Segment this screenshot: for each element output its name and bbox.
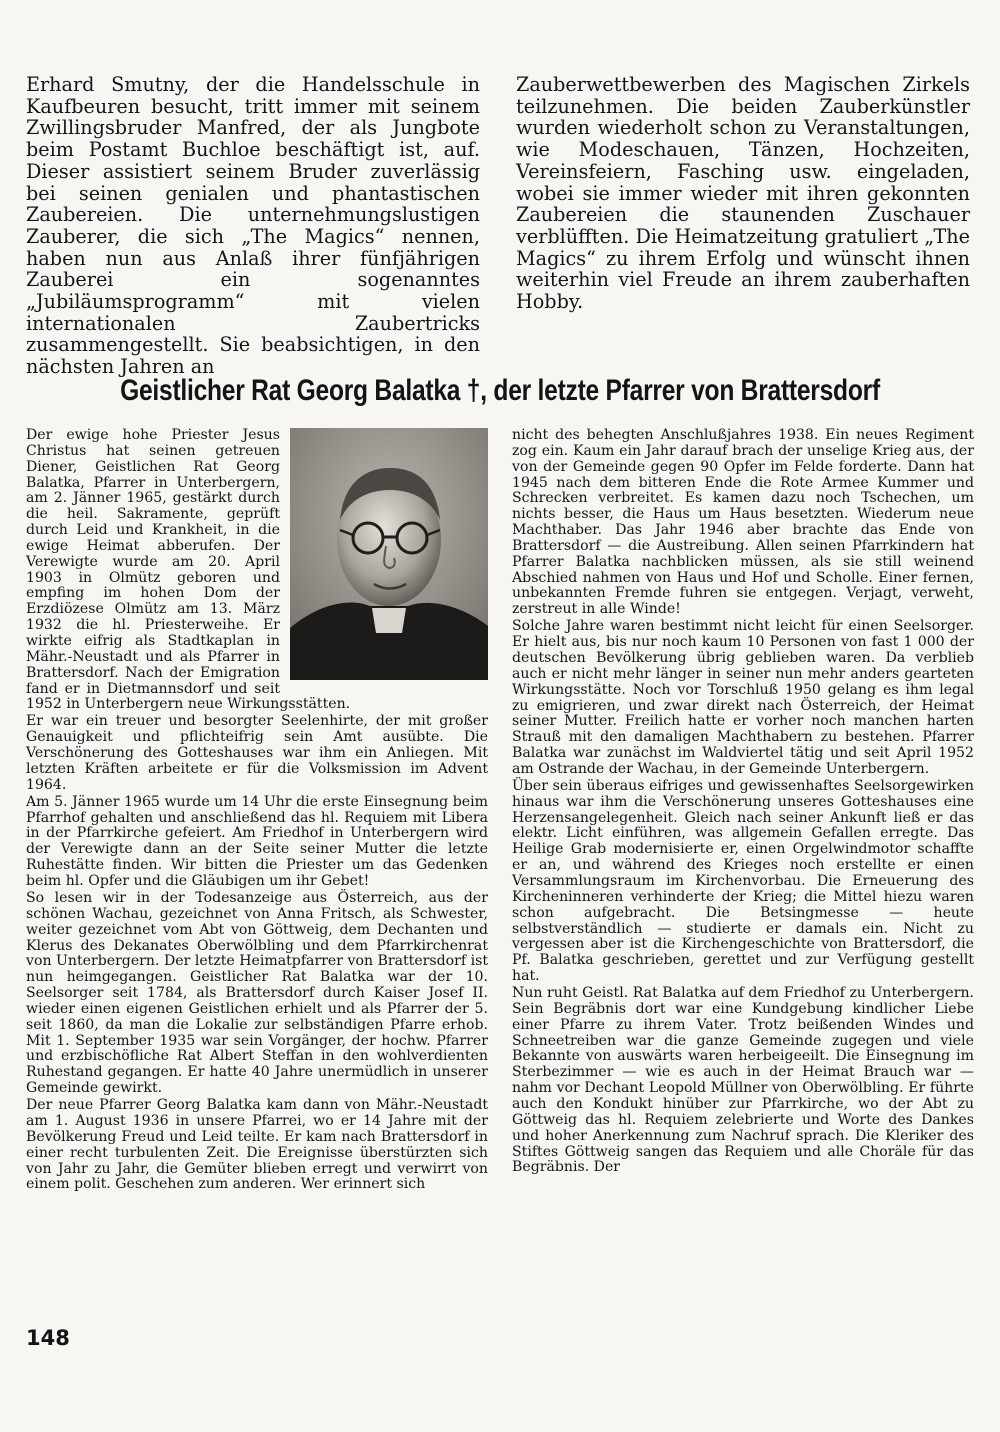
article-right-column	[512, 428, 974, 1177]
right-paragraph-3: Über sein überaus eifriges und gewissenhaftes Seelsorgewirken hinaus war ihm die Verschönerung unseres Gotteshauses eine Herzensangelegenheit. Gleich nach seiner Ankunft ließ er das elektr. Licht einführen, was allgemein Gefallen erregte. Das Heilige Grab modernisierte er, einen Orgelwindmotor schaffte er an, und während des Krieges noch erstellte er einen Versammlungsraum im Kirchenvorbau. Die Erneuerung des Kircheninneren verhinderte der Krieg; die Mittel hiezu waren schon aufgebracht. Die Betsingmesse — heute selbstverständlich — studierte er damals ein. Nicht zu vergessen aber ist die Kirchengeschichte von Brattersdorf, die Pf. Balatka geschrieben, gerettet und zur Verfügung gestellt hat.	[512, 777, 974, 985]
left-paragraph-5: Der neue Pfarrer Georg Balatka kam dann von Mähr.-Neustadt am 1. August 1936 in unsere Pfarrei, wo er 14 Jahre mit der Bevölkerung Freud und Leid teilte. Er kam nach Brattersdorf in einer recht turbulenten Zeit. Die Ereignisse überstürzten sich von Jahr zu Jahr, die Gemüter blieben erregt und verwirrt von einem polit. Geschehen zum anderen. Wer erinnert sich	[26, 1097, 488, 1193]
priest-portrait-image	[290, 428, 488, 680]
left-paragraph-2: Er war ein treuer und besorgter Seelenhirte, der mit großer Genauigkeit und pflichteifrig sein Amt ausübte. Die Verschönerung des Gotteshauses war ihm ein Anliegen. Mit letzten Kräften arbeitete er für die Volksmission im Advent 1964.	[26, 713, 488, 793]
right-paragraph-1: nicht des behegten Anschlußjahres 1938. Ein neues Regiment zog ein. Kaum ein Jahr darauf brach der unselige Krieg aus, der von der Gemeinde gegen 90 Opfer im Felde forderte. Dann hat 1945 nach dem bitteren Ende die Rote Armee Kummer und Schrecken verbreitet. Es kamen dazu noch Tschechen, um nichts besser, die Haus um Haus besetzten. Wiederum neue Machthaber. Das Jahr 1946 aber brachte das Ende von Brattersdorf — die Austreibung. Allen seinen Pfarrkindern hat Pfarrer Balatka nachblicken müssen, als sie still weinend Abschied nahmen von Haus und Hof und Scholle. Einer fernen, unbekannten Fremde fuhren sie entgegen. Verjagt, verweht, zerstreut in alle Winde!	[512, 427, 974, 618]
article-left-column	[26, 428, 488, 1194]
left-paragraph-4: So lesen wir in der Todesanzeige aus Österreich, aus der schönen Wachau, gezeichnet von Anna Fritsch, als Schwester, weiter gezeichnet vom Abt von Göttweig, dem Dechanten und Klerus des Dekanates Oberwölbling und dem Pfarrkirchenrat von Unterbergern. Der letzte Heimatpfarrer von Brattersdorf ist nun heimgegangen. Geistlicher Rat Balatka war der 10. Seelsorger seit 1784, als Brattersdorf durch Kaiser Josef II. wieder einen eigenen Geistlichen erhielt und als Pfarrer der 5. seit 1860, da man die Lokalie zur selbständigen Pfarre erhob. Mit 1. September 1935 war sein Vorgänger, der hochw. Pfarrer und erzbischöfliche Rat Albert Steffan in den wohlverdienten Ruhestand gegangen. Er hatte 40 Jahre unermüdlich in unserer Gemeinde gewirkt.	[26, 890, 488, 1097]
top-article-left-column: Erhard Smutny, der die Handelsschule in Kaufbeuren besucht, tritt immer mit seinem Zwillingsbruder Manfred, der als Jungbote beim Postamt Buchloe beschäftigt ist, auf. Dieser assistiert seinem Bruder zuverlässig bei seinen genialen und phantastischen Zaubereien. Die unternehmungslustigen Zauberer, die sich „The Magics“ nennen, haben nun aus Anlaß ihrer fünfjährigen Zauberei ein sogenanntes „Jubiläumsprogramm“ mit vielen internationalen Zaubertricks zusammengestellt. Sie beabsichtigen, in den nächsten Jahren an	[26, 73, 480, 379]
left-paragraph-1: Der ewige hohe Priester Jesus Christus hat seinen getreuen Diener, Geistlichen Rat Georg Balatka, Pfarrer in Unterbergern, am 2. Jänner 1965, gestärkt durch die heil. Sakramente, geprüft durch Leid und Krankheit, in die ewige Heimat abberufen. Der Verewigte wurde am 20. April 1903 in Olmütz geboren und empfing im hohen Dom der Erzdiözese Olmütz am 13. März 1932 die hl. Priesterweihe. Er wirkte eifrig als Stadtkaplan in Mähr.-Neustadt und als Pfarrer in Brattersdorf. Nach der Emigration fand er in Dietmannsdorf und seit 1952 in Unterbergern neue Wirkungsstätten.	[26, 427, 351, 713]
left-paragraph-3: Am 5. Jänner 1965 wurde um 14 Uhr die erste Einsegnung beim Pfarrhof gehalten und anschließend das hl. Requiem mit Libera in der Pfarrkirche gefeiert. Am Friedhof in Unterbergern wird der Verewigte dann an der Seite seiner Mutter die letzte Ruhestätte finden. Wir bitten die Priester um das Gedenken beim hl. Opfer und die Gläubigen um ihr Gebet!	[26, 793, 488, 889]
right-paragraph-2: Solche Jahre waren bestimmt nicht leicht für einen Seelsorger. Er hielt aus, bis nur noch kaum 10 Personen von fast 1 000 der deutschen Bevölkerung übrig geblieben waren. Da verblieb auch er nicht mehr länger in seiner nun mehr anders gearteten Wirkungsstätte. Noch vor Torschluß 1950 gelang es ihm legal zu emigrieren, und zwar direkt nach Österreich, der Heimat seiner Mutter. Freilich hatte er vorher noch manchen harten Strauß mit den damaligen Machthabern zu bestehen. Pfarrer Balatka war zunächst im Waldviertel tätig und seit April 1952 am Ostrande der Wachau, in der Gemeinde Unterbergern.	[512, 618, 974, 777]
portrait-photo	[290, 428, 488, 680]
top-article-right-column: Zauberwettbewerben des Magischen Zirkels teilzunehmen. Die beiden Zauberkünstler wurden wiederholt schon zu Veranstaltungen, wie Modeschauen, Tänzen, Hochzeiten, Vereinsfeiern, Fasching usw. eingeladen, wobei sie immer wieder mit ihren gekonnten Zaubereien die staunenden Zuschauer verblüfften. Die Heimatzeitung gratuliert „The Magics“ zu ihrem Erfolg und wünscht ihnen weiterhin viel Freude an ihrem zauberhaften Hobby.	[516, 73, 970, 314]
article-headline: Geistlicher Rat Georg Balatka †, der letzte Pfarrer von Brattersdorf	[120, 374, 880, 407]
page-number: 148	[26, 1326, 70, 1350]
right-paragraph-4: Nun ruht Geistl. Rat Balatka auf dem Friedhof zu Unterbergern. Sein Begräbnis dort war eine Kundgebung kindlicher Liebe einer Pfarre zu ihrem Vater. Trotz beißenden Windes und Schneetreiben war die ganze Gemeinde zugegen und viele Bekannte von auswärts waren herbeigeeilt. Die Einsegnung im Sterbezimmer — wie es auch in der Heimat Brauch war — nahm vor Dechant Leopold Müllner von Oberwölbling. Er führte auch den Kondukt hinüber zur Pfarrkirche, wo der Abt zu Göttweig das hl. Requiem zelebrierte und Worte des Dankes und hoher Anerkennung zum Nachruf sprach. Die Kleriker des Stiftes Göttweig sangen das Requiem und alle Choräle für das Begräbnis. Der	[512, 985, 974, 1176]
